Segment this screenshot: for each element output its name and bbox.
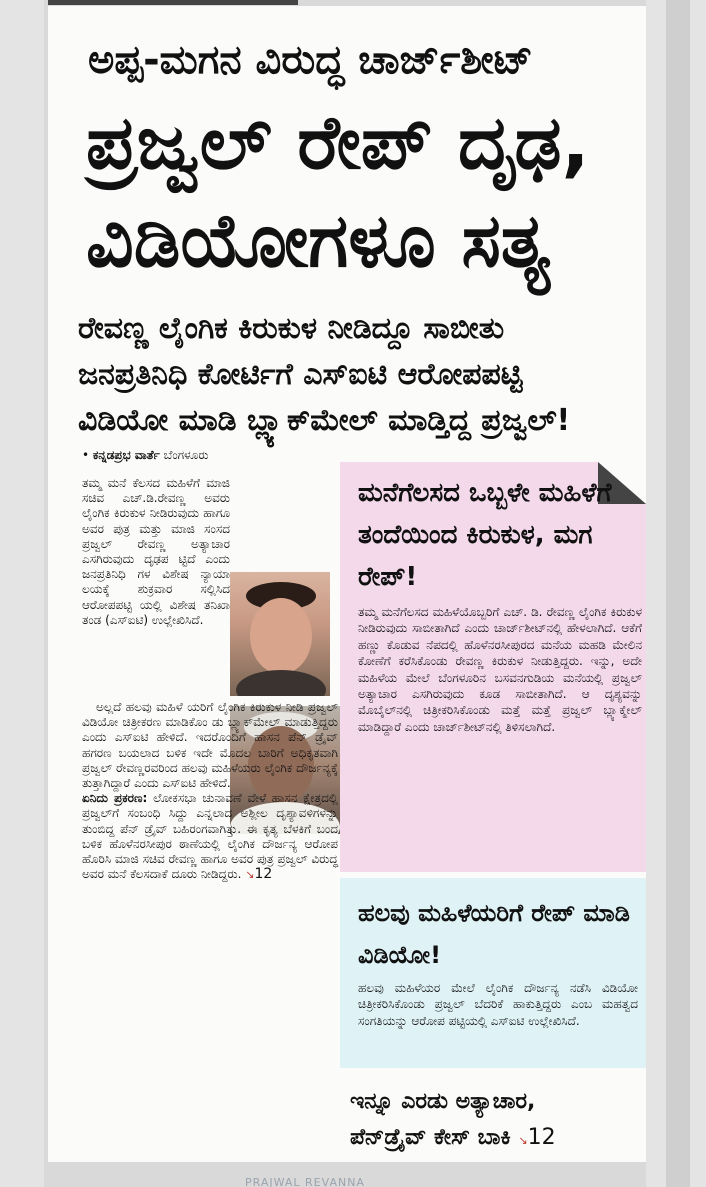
teaser-headline <box>340 1084 646 1159</box>
deck-line-3: ವಿಡಿಯೋ ಮಾಡಿ ಬ್ಲ್ಯಾಕ್‌ಮೇಲ್ ಮಾಡ್ತಿದ್ದ ಪ್ರಜ್ವಲ್! <box>78 403 571 438</box>
kicker-headline: ಅಪ್ಪ-ಮಗನ ವಿರುದ್ಧ ಚಾರ್ಜ್‌ಶೀಟ್ <box>88 37 533 83</box>
sidebar-box-pink <box>340 462 646 872</box>
main-headline <box>86 94 646 290</box>
pink-box-body: ತಮ್ಮ ಮನೆಗೆಲಸದ ಮಹಿಳೆಯೊಬ್ಬರಿಗೆ ಎಚ್. ಡಿ. ರೇವಣ್ಣ ಲೈಂಗಿಕ ಕಿರುಕುಳ ನೀಡಿರುವುದು ಸಾಬೀತಾಗಿದೆ ಎಂದು ಚಾರ್ಜ್‌ಶೀಟ್‌ನಲ್ಲಿ ಹೇಳಲಾಗಿದೆ. ಆಕೆಗೆ ಹಣ್ಣು ಕೊಡುವ ನೆಪದಲ್ಲಿ ಹೊಳೆನರಸೀಪುರದ ಮನೆಯ ಮಹಡಿ ಮೇಲಿನ ಕೋಣೆಗೆ ಕರೆಸಿಕೊಂಡು ರೇವಣ್ಣ ಕಿರುಕುಳ ನೀಡುತ್ತಿದ್ದರು. ಇನ್ನು, ಅದೇ ಮಹಿಳೆಯ ಮೇಲೆ ಬೆಂಗಳೂರಿನ ಬಸವನಗುಡಿಯ ಮನೆಯಲ್ಲಿ ಪ್ರಜ್ವಲ್ ಅತ್ಯಾಚಾರ ಎಸಗಿರುವುದು ಕೂಡ ಸಾಬೀತಾಗಿದೆ. ಆ ದೃಶ್ಯವನ್ನು ಮೊಬೈಲ್‌ನಲ್ಲಿ ಚಿತ್ರೀಕರಿಸಿಕೊಂಡು ಮತ್ತೆ ಮತ್ತೆ ಪ್ರಜ್ವಲ್ ಬ್ಲ್ಯಾಕ್ಮೇಲ್ ಮಾಡಿದ್ದಾರೆ ಎಂದು ಚಾರ್ಜ್‌ಶೀಟ್‌ನಲ್ಲಿ ತಿಳಿಸಲಾಗಿದೆ. <box>358 605 642 734</box>
blue-box-title: ಹಲವು ಮಹಿಳೆಯರಿಗೆ ರೇಪ್ ಮಾಡಿ ವಿಡಿಯೋ! <box>358 899 630 969</box>
byline <box>82 448 209 463</box>
headline-line-1: ಪ್ರಜ್ವಲ್ ರೇಪ್ ದೃಢ, <box>86 100 590 186</box>
right-gutter <box>646 0 706 1187</box>
teaser-arrow-icon: ↘ <box>518 1134 528 1147</box>
deck-line-1: ರೇವಣ್ಣ ಲೈಂಗಿಕ ಕಿರುಕುಳ ನೀಡಿದ್ದೂ ಸಾಬೀತು <box>78 311 505 346</box>
shirt-shape <box>236 670 326 696</box>
newspaper-clipping <box>48 6 646 1162</box>
sidebar-box-blue <box>340 878 646 1068</box>
article-paragraph-1: ತಮ್ಮ ಮನೆ ಕೆಲಸದ ಮಹಿಳೆಗೆ ಮಾಜಿ ಸಚಿವ ಎಚ್.ಡಿ.ರೇವಣ್ಣ ಅವರು ಲೈಂಗಿಕ ಕಿರುಕುಳ ನೀಡಿರುವುದು ಹಾಗೂ ಅವರ ಪುತ್ರ ಮತ್ತು ಮಾಜಿ ಸಂಸದ ಪ್ರಜ್ವಲ್ ರೇವಣ್ಣ ಅತ್ಯಾಚಾರ ಎಸಗಿರುವುದು ದೃಢಪ ಟ್ಟಿದೆ ಎಂದು ಜನಪ್ರತಿನಿಧಿ ಗಳ ವಿಶೇಷ ನ್ಯಾಯಾ ಲಯಕ್ಕೆ ಶುಕ್ರವಾರ ಸಲ್ಲಿಸಿದ ಆರೋಪಪಟ್ಟಿ ಯಲ್ಲಿ ವಿಶೇಷ ತನಿಖಾ ತಂಡ (ಎಸ್‌ಐಟಿ) ಉಲ್ಲೇಖಿಸಿದೆ. <box>82 476 230 627</box>
headline-line-2: ವಿಡಿಯೋಗಳೂ ಸತ್ಯ <box>86 198 551 284</box>
teaser-page-number: 12 <box>527 1125 556 1150</box>
jump-arrow-icon: ↘ <box>245 868 255 882</box>
blue-box-body: ಹಲವು ಮಹಿಳೆಯರ ಮೇಲೆ ಲೈಂಗಿಕ ದೌರ್ಜನ್ಯ ನಡೆಸಿ ವಿಡಿಯೋ ಚಿತ್ರೀಕರಿಸಿಕೊಂಡು ಪ್ರಜ್ವಲ್ ಬೆದರಿಕೆ ಹಾಕುತ್ತಿದ್ದರು ಎಂಬ ಮಹತ್ವದ ಸಂಗತಿಯನ್ನು ಆರೋಪ ಪಟ್ಟಿಯಲ್ಲಿ ಎಸ್‌ಐಟಿ ಉಲ್ಲೇಖಿಸಿದೆ. <box>358 981 638 1028</box>
article-paragraph-3-text: ಲೋಕಸಭಾ ಚುನಾವಣೆ ವೇಳೆ ಹಾಸನ ಕ್ಷೇತ್ರದಲ್ಲಿ ಪ್ರಜ್ವಲ್‌ಗೆ ಸಂಬಂಧಿ ಸಿದ್ದು ಎನ್ನಲಾದ ಅಶ್ಲೀಲ ದೃಶ್ಯಾವಳಿಗಳನ್ನು ತುಂಬಿದ್ದ ಪೆನ್ ಡ್ರೈವ್ ಬಹಿರಂಗವಾಗಿತ್ತು. ಈ ಕೃತ್ಯ ಬೆಳಕಿಗೆ ಬಂದ ಬಳಿಕ ಹೊಳೆನರಸೀಪುರ ಠಾಣೆಯಲ್ಲಿ ಲೈಂಗಿಕ ದೌರ್ಜನ್ಯ ಆರೋಪ ಹೊರಿಸಿ ಮಾಜಿ ಸಚಿವ ರೇವಣ್ಣ ಹಾಗೂ ಅವರ ಪುತ್ರ ಪ್ರಜ್ವಲ್ ವಿರುದ್ಧ ಅವರ ಮನೆ ಕೆಲಸದಾಕೆ ದೂರು ನೀಡಿದ್ದರು. <box>82 791 338 882</box>
byline-place: ಬೆಂಗಳೂರು <box>163 448 209 462</box>
left-article-column <box>82 476 338 628</box>
byline-source: ಕನ್ನಡಪ್ರಭ ವಾರ್ತೆ <box>92 448 160 462</box>
deck-line-2: ಜನಪ್ರತಿನಿಧಿ ಕೋರ್ಟಿಗೆ ಎಸ್‌ಐಟಿ ಆರೋಪಪಟ್ಟಿ <box>78 357 523 392</box>
teaser-line-2 <box>350 1120 646 1159</box>
article-paragraph-3 <box>82 791 338 882</box>
teaser-line-2-text: ಪೆನ್‌ಡ್ರೈವ್ ಕೇಸ್ ಬಾಕಿ <box>350 1125 511 1150</box>
sub-headline-deck <box>78 306 648 444</box>
article-subhead: ಏನಿದು ಪ್ರಕರಣ: <box>82 791 148 806</box>
left-article-column-lower <box>82 700 338 882</box>
teaser-line-1: ಇನ್ನೂ ಎರಡು ಅತ್ಯಾಚಾರ, <box>350 1089 536 1114</box>
byline-bullet: • <box>82 448 90 462</box>
pink-box-title: ಮನೆಗೆಲಸದ ಒಬ್ಬಳೇ ಮಹಿಳೆಗೆ ತಂದೆಯಿಂದ ಕಿರುಕುಳ, ಮಗ ರೇಪ್! <box>358 478 612 592</box>
top-edge-bar <box>48 0 298 5</box>
scroll-track <box>666 0 690 1187</box>
jump-page-number: 12 <box>254 866 273 883</box>
cut-off-caption: PRAJWAL REVANNA <box>245 1176 365 1187</box>
left-gutter <box>0 0 44 1187</box>
article-paragraph-2: ಅಲ್ಲದೆ ಹಲವು ಮಹಿಳೆ ಯರಿಗೆ ಲೈಂಗಿಕ ಕಿರುಕುಳ ನೀಡಿ ಪ್ರಜ್ವಲ್ ವಿಡಿಯೋ ಚಿತ್ರೀಕರಣ ಮಾಡಿಕೊಂ ಡು ಬ್ಲ್ಯಾಕ್‌ಮೇಲ್ ಮಾಡುತ್ತಿದ್ದರು ಎಂದು ಎಸ್‌ಐಟಿ ಹೇಳಿದೆ. ಇದರೊಂದಿಗೆ ಹಾಸನ ಪೆನ್ ಡ್ರೈವ್ ಹಗರಣ ಬಯಲಾದ ಬಳಿಕ ಇದೇ ಮೊದಲ ಬಾರಿಗೆ ಅಧಿಕೃತವಾಗಿ ಪ್ರಜ್ವಲ್ ರೇವಣ್ಣರವರಿಂದ ಹಲವು ಮಹಿಳೆಯರು ಲೈಂಗಿಕ ದೌರ್ಜನ್ಯಕ್ಕೆ ತುತ್ತಾಗಿದ್ದಾರೆ ಎಂದು ಎಸ್‌ಐಟಿ ಹೇಳಿದೆ. <box>82 700 338 791</box>
